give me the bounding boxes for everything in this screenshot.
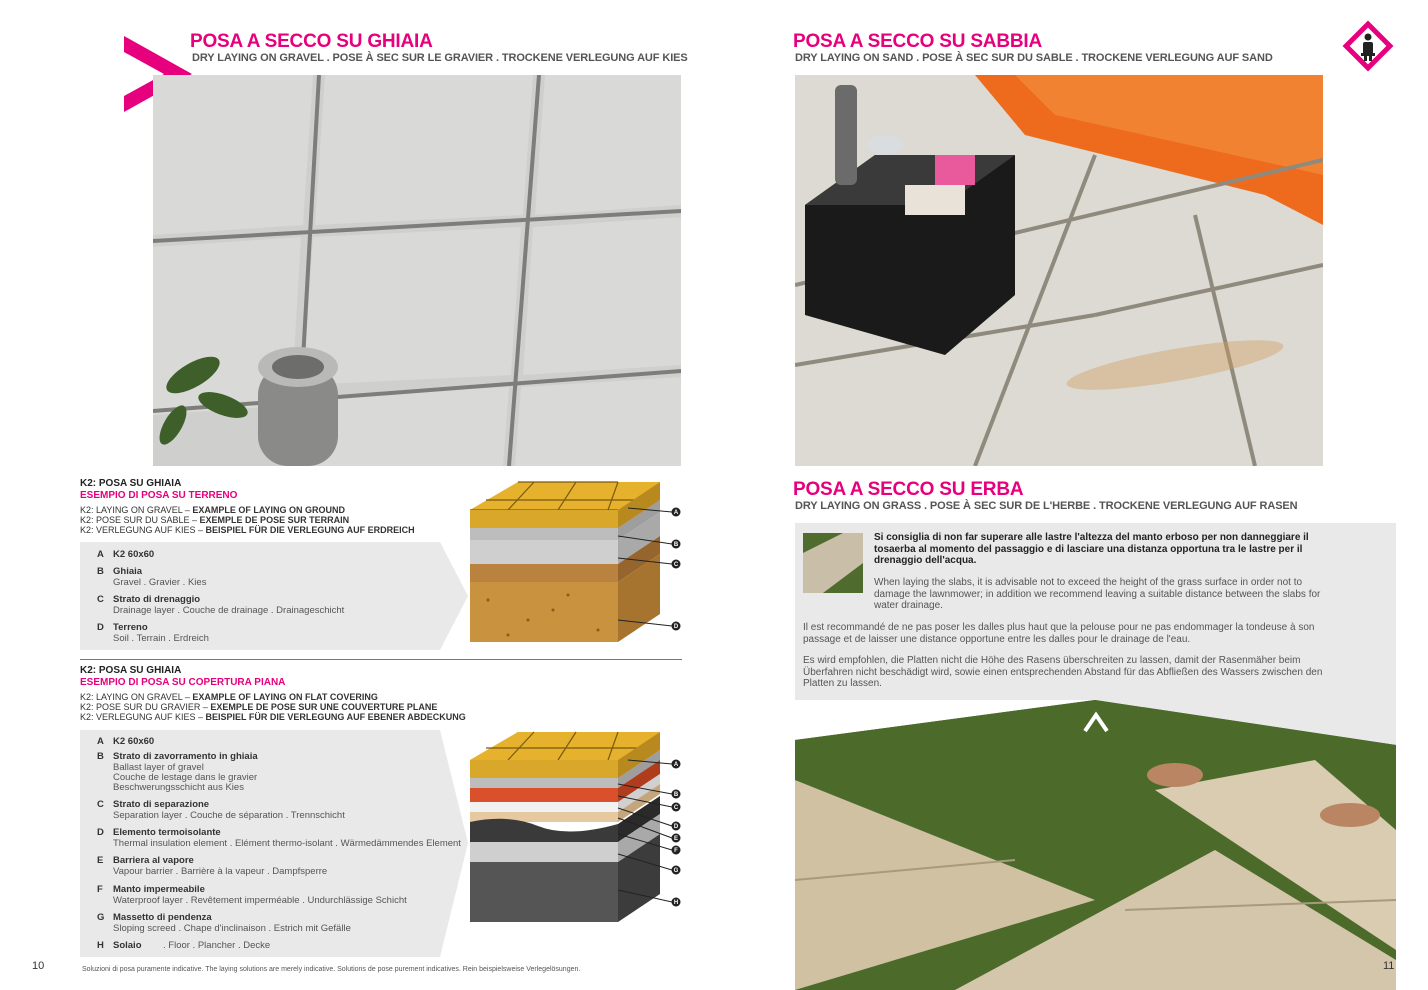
page-number-left: 10 xyxy=(32,960,45,972)
block2-heading: K2: POSA SU GHIAIA xyxy=(80,665,182,676)
block1-line-fr: K2: POSE SUR DU SABLE – EXEMPLE DE POSE SUR TERRAIN xyxy=(80,515,350,525)
diagram2-tag-h: H xyxy=(673,900,679,906)
block1-line-en: K2: LAYING ON GRAVEL – EXAMPLE OF LAYING ON GROUND xyxy=(80,505,346,515)
block2-line-de: K2: VERLEGUNG AUF KIES – BEISPIEL FÜR DIE VERLEGUNG AUF EBENER ABDECKUNG xyxy=(80,712,466,722)
diagram1-tag-d: D xyxy=(673,624,679,630)
page-subtitle-sand: DRY LAYING ON SAND . POSE À SEC SUR DU SABLE . TROCKENE VERLEGUNG AUF SAND xyxy=(795,52,1273,64)
thumbnail-grass xyxy=(803,533,863,593)
photo-gravel-tiles xyxy=(153,75,681,466)
legend-1: A K2 60x60 B Ghiaia Gravel . Gravier . Kies C Strato di drenaggio Drainage layer . Couche de drainage . Drainageschicht D Terreno Soil . Terrain . Erdreich xyxy=(97,549,345,644)
diagram1-tag-a: A xyxy=(673,510,679,516)
paragraph-en: When laying the slabs, it is advisable not to exceed the height of the grass surface in order not to damage the lawnmower; in addition we recommend leaving a suitable distance between the slabs for water drainage. xyxy=(874,577,1321,611)
page-number-right: 11 xyxy=(1383,960,1395,972)
paragraph-de: Es wird empfohlen, die Platten nicht die Höhe des Rasens überschreiten zu lassen, damit der Rasenmäher beim Überfahren nicht beschädigt wird, sowie einen entsprechenden Abstand für das Abfließen des Wassers zwischen den Platten zu lassen. xyxy=(803,655,1323,689)
chevron-up-icon xyxy=(1082,710,1110,734)
diagram1-tag-c: C xyxy=(673,562,679,568)
diagram2-tag-g: G xyxy=(673,868,679,874)
diagram-ground-layers xyxy=(468,480,683,645)
block1-heading: K2: POSA SU GHIAIA xyxy=(80,478,182,489)
diagram2-tag-e: E xyxy=(673,836,679,842)
page-title-grass: POSA A SECCO SU ERBA xyxy=(793,479,1024,500)
footnote: Soluzioni di posa puramente indicative. The laying solutions are merely indicative. Solutions de pose purement indicatives. Rein beispielsweise Verlegelösungen. xyxy=(82,966,581,973)
page-subtitle-gravel: DRY LAYING ON GRAVEL . POSE À SEC SUR LE GRAVIER . TROCKENE VERLEGUNG AUF KIES xyxy=(192,52,688,64)
page-title-gravel: POSA A SECCO SU GHIAIA xyxy=(190,31,433,52)
diagram2-tag-a: A xyxy=(673,762,679,768)
legend-2: A K2 60x60 B Strato di zavorramento in ghiaia Ballast layer of gravel Couche de lestage dans le gravier Beschwerungsschicht aus Kies C Strato di separazione Separation layer . Couche de séparation . Trennschicht D Elemento termoisolante Thermal insulation element . Elément thermo-isolant . Wärmedämmendes Element E Barriera al vapore Vapour barrier . Barrière à la vapeur . Dampfsperre F Manto impermeabile Waterproof layer . Revêtement imperméable . Undurchlässige Schicht G Massetto di pendenza Sloping screed . Chape d'inclinaison . Estrich mit Gefälle H Solaio . Floor . Plancher . Decke xyxy=(97,736,461,951)
diagram2-tag-b: B xyxy=(673,792,679,798)
paragraph-fr: Il est recommandé de ne pas poser les dalles plus haut que la pelouse pour ne pas endommager la tondeuse à son passage et de laisser une distance opportune entre les dalles pour le drainage de l'eau. xyxy=(803,622,1315,645)
divider xyxy=(80,659,682,660)
paragraph-it: Si consiglia di non far superare alle lastre l'altezza del manto erboso per non danneggiare il tosaerba al momento del passaggio e di lasciare una distanza opportuna tra le lastre per il drenaggio dell'acqua. xyxy=(874,532,1309,566)
block2-pink-heading: ESEMPIO DI POSA SU COPERTURA PIANA xyxy=(80,677,286,688)
block1-line-de: K2: VERLEGUNG AUF KIES – BEISPIEL FÜR DIE VERLEGUNG AUF ERDREICH xyxy=(80,525,415,535)
diagram1-tag-b: B xyxy=(673,542,679,548)
photo-sand-tiles xyxy=(795,75,1323,466)
block2-line-fr: K2: POSE SUR DU GRAVIER – EXEMPLE DE POSE SUR UNE COUVERTURE PLANE xyxy=(80,702,438,712)
block1-pink-heading: ESEMPIO DI POSA SU TERRENO xyxy=(80,490,238,501)
diagram2-tag-f: F xyxy=(674,848,678,854)
block2-line-en: K2: LAYING ON GRAVEL – EXAMPLE OF LAYING ON FLAT COVERING xyxy=(80,692,378,702)
diagram2-tag-c: C xyxy=(673,805,679,811)
photo-grass-tiles xyxy=(795,700,1396,990)
worker-diamond-icon xyxy=(1340,18,1396,74)
page-subtitle-grass: DRY LAYING ON GRASS . POSE À SEC SUR DE L'HERBE . TROCKENE VERLEGUNG AUF RASEN xyxy=(795,500,1298,512)
diagram-flat-covering-layers xyxy=(468,730,683,925)
section-flat-covering xyxy=(80,665,680,725)
page-title-sand: POSA A SECCO SU SABBIA xyxy=(793,31,1042,52)
diagram2-tag-d: D xyxy=(673,824,679,830)
